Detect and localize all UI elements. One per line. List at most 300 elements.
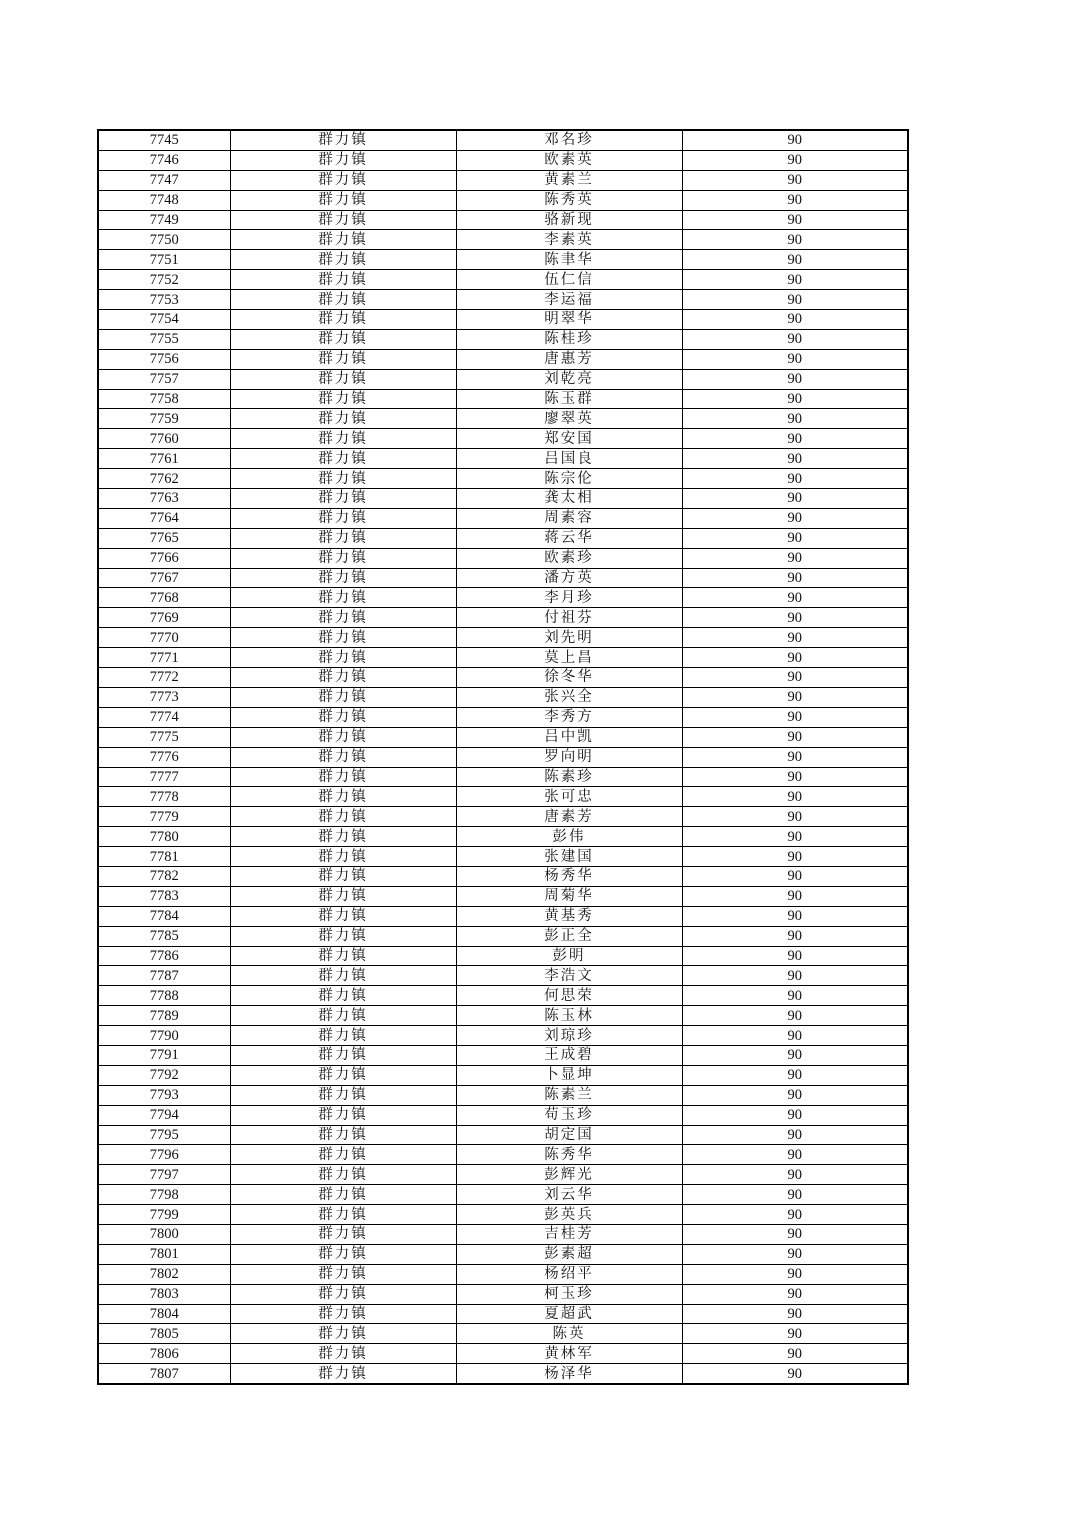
town-cell: 群力镇 <box>230 767 456 787</box>
serial-number-cell: 7748 <box>98 190 230 210</box>
table-row <box>98 1125 908 1145</box>
serial-number-cell: 7787 <box>98 966 230 986</box>
serial-number-cell: 7758 <box>98 389 230 409</box>
serial-number-cell: 7781 <box>98 847 230 867</box>
serial-number-cell: 7754 <box>98 310 230 330</box>
serial-number-cell: 7749 <box>98 210 230 230</box>
person-name-cell: 杨泽华 <box>456 1364 682 1384</box>
score-cell: 90 <box>682 469 908 489</box>
person-name-cell: 陈聿华 <box>456 250 682 270</box>
table-row <box>98 170 908 190</box>
score-cell: 90 <box>682 827 908 847</box>
table-row <box>98 389 908 409</box>
town-cell: 群力镇 <box>230 1045 456 1065</box>
score-cell: 90 <box>682 1304 908 1324</box>
score-cell: 90 <box>682 847 908 867</box>
serial-number-cell: 7799 <box>98 1205 230 1225</box>
score-cell: 90 <box>682 489 908 509</box>
serial-number-cell: 7801 <box>98 1244 230 1264</box>
person-name-cell: 彭辉光 <box>456 1165 682 1185</box>
town-cell: 群力镇 <box>230 548 456 568</box>
score-cell: 90 <box>682 926 908 946</box>
table-row <box>98 310 908 330</box>
serial-number-cell: 7791 <box>98 1045 230 1065</box>
score-cell: 90 <box>682 409 908 429</box>
score-cell: 90 <box>682 449 908 469</box>
table-row <box>98 687 908 707</box>
table-row <box>98 210 908 230</box>
person-name-cell: 杨秀华 <box>456 866 682 886</box>
score-cell: 90 <box>682 1284 908 1304</box>
town-cell: 群力镇 <box>230 588 456 608</box>
score-cell: 90 <box>682 1224 908 1244</box>
score-cell: 90 <box>682 747 908 767</box>
serial-number-cell: 7774 <box>98 707 230 727</box>
score-cell: 90 <box>682 1006 908 1026</box>
serial-number-cell: 7768 <box>98 588 230 608</box>
serial-number-cell: 7756 <box>98 349 230 369</box>
table-row <box>98 1085 908 1105</box>
person-name-cell: 陈秀英 <box>456 190 682 210</box>
table-row <box>98 648 908 668</box>
table-row <box>98 349 908 369</box>
person-name-cell: 王成碧 <box>456 1045 682 1065</box>
table-row <box>98 150 908 170</box>
score-cell: 90 <box>682 1264 908 1284</box>
serial-number-cell: 7788 <box>98 986 230 1006</box>
serial-number-cell: 7802 <box>98 1264 230 1284</box>
person-name-cell: 欧素英 <box>456 150 682 170</box>
serial-number-cell: 7806 <box>98 1344 230 1364</box>
town-cell: 群力镇 <box>230 787 456 807</box>
score-cell: 90 <box>682 270 908 290</box>
serial-number-cell: 7755 <box>98 329 230 349</box>
town-cell: 群力镇 <box>230 1165 456 1185</box>
score-cell: 90 <box>682 568 908 588</box>
table-row <box>98 190 908 210</box>
town-cell: 群力镇 <box>230 210 456 230</box>
town-cell: 群力镇 <box>230 847 456 867</box>
score-cell: 90 <box>682 349 908 369</box>
town-cell: 群力镇 <box>230 1026 456 1046</box>
table-row <box>98 1045 908 1065</box>
town-cell: 群力镇 <box>230 270 456 290</box>
serial-number-cell: 7772 <box>98 668 230 688</box>
person-name-cell: 刘云华 <box>456 1185 682 1205</box>
table-row <box>98 827 908 847</box>
table-row <box>98 548 908 568</box>
serial-number-cell: 7752 <box>98 270 230 290</box>
table-row <box>98 1185 908 1205</box>
town-cell: 群力镇 <box>230 1125 456 1145</box>
town-cell: 群力镇 <box>230 807 456 827</box>
person-name-cell: 张建国 <box>456 847 682 867</box>
serial-number-cell: 7784 <box>98 906 230 926</box>
serial-number-cell: 7789 <box>98 1006 230 1026</box>
table-row <box>98 489 908 509</box>
serial-number-cell: 7769 <box>98 608 230 628</box>
person-name-cell: 付祖芬 <box>456 608 682 628</box>
serial-number-cell: 7804 <box>98 1304 230 1324</box>
score-cell: 90 <box>682 608 908 628</box>
serial-number-cell: 7762 <box>98 469 230 489</box>
town-cell: 群力镇 <box>230 469 456 489</box>
score-cell: 90 <box>682 767 908 787</box>
table-row <box>98 847 908 867</box>
score-cell: 90 <box>682 886 908 906</box>
table-row <box>98 1344 908 1364</box>
person-name-cell: 苟玉珍 <box>456 1105 682 1125</box>
serial-number-cell: 7805 <box>98 1324 230 1344</box>
serial-number-cell: 7775 <box>98 727 230 747</box>
table-row <box>98 1065 908 1085</box>
person-name-cell: 唐素芳 <box>456 807 682 827</box>
town-cell: 群力镇 <box>230 966 456 986</box>
table-row <box>98 926 908 946</box>
score-cell: 90 <box>682 170 908 190</box>
score-cell: 90 <box>682 1324 908 1344</box>
score-cell: 90 <box>682 628 908 648</box>
person-name-cell: 彭明 <box>456 946 682 966</box>
person-name-cell: 陈玉林 <box>456 1006 682 1026</box>
person-name-cell: 刘先明 <box>456 628 682 648</box>
serial-number-cell: 7771 <box>98 648 230 668</box>
score-cell: 90 <box>682 230 908 250</box>
person-name-cell: 吕国良 <box>456 449 682 469</box>
serial-number-cell: 7764 <box>98 508 230 528</box>
table-row <box>98 230 908 250</box>
town-cell: 群力镇 <box>230 329 456 349</box>
town-cell: 群力镇 <box>230 648 456 668</box>
town-cell: 群力镇 <box>230 528 456 548</box>
town-cell: 群力镇 <box>230 130 456 150</box>
town-cell: 群力镇 <box>230 1065 456 1085</box>
table-row <box>98 767 908 787</box>
town-cell: 群力镇 <box>230 986 456 1006</box>
serial-number-cell: 7803 <box>98 1284 230 1304</box>
town-cell: 群力镇 <box>230 250 456 270</box>
town-cell: 群力镇 <box>230 1244 456 1264</box>
serial-number-cell: 7793 <box>98 1085 230 1105</box>
table-row <box>98 508 908 528</box>
town-cell: 群力镇 <box>230 1224 456 1244</box>
serial-number-cell: 7795 <box>98 1125 230 1145</box>
score-cell: 90 <box>682 508 908 528</box>
table-body <box>98 130 908 1384</box>
score-cell: 90 <box>682 310 908 330</box>
town-cell: 群力镇 <box>230 190 456 210</box>
person-name-cell: 胡定国 <box>456 1125 682 1145</box>
serial-number-cell: 7794 <box>98 1105 230 1125</box>
person-name-cell: 李素英 <box>456 230 682 250</box>
serial-number-cell: 7773 <box>98 687 230 707</box>
town-cell: 群力镇 <box>230 449 456 469</box>
person-name-cell: 欧素珍 <box>456 548 682 568</box>
person-name-cell: 柯玉珍 <box>456 1284 682 1304</box>
town-cell: 群力镇 <box>230 886 456 906</box>
town-cell: 群力镇 <box>230 568 456 588</box>
town-cell: 群力镇 <box>230 668 456 688</box>
score-cell: 90 <box>682 130 908 150</box>
person-name-cell: 彭正全 <box>456 926 682 946</box>
town-cell: 群力镇 <box>230 489 456 509</box>
score-cell: 90 <box>682 986 908 1006</box>
serial-number-cell: 7765 <box>98 528 230 548</box>
serial-number-cell: 7747 <box>98 170 230 190</box>
score-cell: 90 <box>682 906 908 926</box>
score-cell: 90 <box>682 389 908 409</box>
person-name-cell: 杨绍平 <box>456 1264 682 1284</box>
town-cell: 群力镇 <box>230 150 456 170</box>
person-name-cell: 陈素兰 <box>456 1085 682 1105</box>
table-row <box>98 1284 908 1304</box>
person-name-cell: 张兴全 <box>456 687 682 707</box>
table-row <box>98 1006 908 1026</box>
serial-number-cell: 7745 <box>98 130 230 150</box>
score-cell: 90 <box>682 1244 908 1264</box>
table-row <box>98 1145 908 1165</box>
town-cell: 群力镇 <box>230 389 456 409</box>
person-name-cell: 莫上昌 <box>456 648 682 668</box>
town-cell: 群力镇 <box>230 1085 456 1105</box>
table-row <box>98 886 908 906</box>
score-cell: 90 <box>682 528 908 548</box>
score-cell: 90 <box>682 1165 908 1185</box>
table-row <box>98 1165 908 1185</box>
serial-number-cell: 7763 <box>98 489 230 509</box>
person-name-cell: 陈秀华 <box>456 1145 682 1165</box>
person-name-cell: 明翠华 <box>456 310 682 330</box>
town-cell: 群力镇 <box>230 1344 456 1364</box>
town-cell: 群力镇 <box>230 429 456 449</box>
person-name-cell: 彭伟 <box>456 827 682 847</box>
score-cell: 90 <box>682 807 908 827</box>
person-name-cell: 周素容 <box>456 508 682 528</box>
person-name-cell: 邓名珍 <box>456 130 682 150</box>
score-cell: 90 <box>682 1085 908 1105</box>
table-row <box>98 1304 908 1324</box>
score-cell: 90 <box>682 1105 908 1125</box>
serial-number-cell: 7790 <box>98 1026 230 1046</box>
score-cell: 90 <box>682 369 908 389</box>
table-row <box>98 747 908 767</box>
town-cell: 群力镇 <box>230 926 456 946</box>
score-cell: 90 <box>682 648 908 668</box>
serial-number-cell: 7796 <box>98 1145 230 1165</box>
score-cell: 90 <box>682 290 908 310</box>
table-row <box>98 787 908 807</box>
person-name-cell: 李浩文 <box>456 966 682 986</box>
table-row <box>98 668 908 688</box>
serial-number-cell: 7759 <box>98 409 230 429</box>
score-cell: 90 <box>682 866 908 886</box>
score-cell: 90 <box>682 329 908 349</box>
person-name-cell: 刘琼珍 <box>456 1026 682 1046</box>
table-row <box>98 528 908 548</box>
table-row <box>98 250 908 270</box>
town-cell: 群力镇 <box>230 687 456 707</box>
person-name-cell: 陈英 <box>456 1324 682 1344</box>
score-cell: 90 <box>682 548 908 568</box>
town-cell: 群力镇 <box>230 628 456 648</box>
score-cell: 90 <box>682 668 908 688</box>
person-name-cell: 李秀方 <box>456 707 682 727</box>
town-cell: 群力镇 <box>230 170 456 190</box>
score-cell: 90 <box>682 1065 908 1085</box>
person-name-cell: 潘方英 <box>456 568 682 588</box>
serial-number-cell: 7798 <box>98 1185 230 1205</box>
table-row <box>98 807 908 827</box>
table-row <box>98 1364 908 1384</box>
town-cell: 群力镇 <box>230 409 456 429</box>
person-name-cell: 卜显坤 <box>456 1065 682 1085</box>
score-cell: 90 <box>682 1344 908 1364</box>
table-row <box>98 568 908 588</box>
person-name-cell: 黄基秀 <box>456 906 682 926</box>
person-name-cell: 彭英兵 <box>456 1205 682 1225</box>
serial-number-cell: 7751 <box>98 250 230 270</box>
person-name-cell: 蒋云华 <box>456 528 682 548</box>
table-row <box>98 429 908 449</box>
score-cell: 90 <box>682 1205 908 1225</box>
serial-number-cell: 7757 <box>98 369 230 389</box>
person-name-cell: 周菊华 <box>456 886 682 906</box>
person-name-cell: 吕中凯 <box>456 727 682 747</box>
table-row <box>98 1324 908 1344</box>
person-name-cell: 张可忠 <box>456 787 682 807</box>
person-name-cell: 伍仁信 <box>456 270 682 290</box>
town-cell: 群力镇 <box>230 508 456 528</box>
serial-number-cell: 7770 <box>98 628 230 648</box>
serial-number-cell: 7792 <box>98 1065 230 1085</box>
serial-number-cell: 7776 <box>98 747 230 767</box>
table-row <box>98 1264 908 1284</box>
person-name-cell: 李运福 <box>456 290 682 310</box>
serial-number-cell: 7766 <box>98 548 230 568</box>
person-name-cell: 黄林军 <box>456 1344 682 1364</box>
town-cell: 群力镇 <box>230 707 456 727</box>
town-cell: 群力镇 <box>230 946 456 966</box>
serial-number-cell: 7786 <box>98 946 230 966</box>
score-cell: 90 <box>682 1185 908 1205</box>
table-row <box>98 588 908 608</box>
person-name-cell: 刘乾亮 <box>456 369 682 389</box>
person-name-cell: 龚太相 <box>456 489 682 509</box>
serial-number-cell: 7785 <box>98 926 230 946</box>
serial-number-cell: 7783 <box>98 886 230 906</box>
person-name-cell: 罗向明 <box>456 747 682 767</box>
town-cell: 群力镇 <box>230 349 456 369</box>
person-name-cell: 彭素超 <box>456 1244 682 1264</box>
table-row <box>98 707 908 727</box>
table-row <box>98 727 908 747</box>
town-cell: 群力镇 <box>230 369 456 389</box>
table-row <box>98 946 908 966</box>
table-row <box>98 906 908 926</box>
town-cell: 群力镇 <box>230 310 456 330</box>
town-cell: 群力镇 <box>230 827 456 847</box>
table-row <box>98 329 908 349</box>
score-cell: 90 <box>682 210 908 230</box>
data-table <box>97 129 909 1385</box>
town-cell: 群力镇 <box>230 1006 456 1026</box>
score-cell: 90 <box>682 966 908 986</box>
score-cell: 90 <box>682 687 908 707</box>
town-cell: 群力镇 <box>230 1364 456 1384</box>
serial-number-cell: 7767 <box>98 568 230 588</box>
person-name-cell: 徐冬华 <box>456 668 682 688</box>
town-cell: 群力镇 <box>230 1324 456 1344</box>
table-row <box>98 130 908 150</box>
town-cell: 群力镇 <box>230 230 456 250</box>
score-cell: 90 <box>682 150 908 170</box>
person-name-cell: 陈玉群 <box>456 389 682 409</box>
table-row <box>98 369 908 389</box>
person-name-cell: 黄素兰 <box>456 170 682 190</box>
person-name-cell: 吉桂芳 <box>456 1224 682 1244</box>
town-cell: 群力镇 <box>230 608 456 628</box>
score-cell: 90 <box>682 1364 908 1384</box>
town-cell: 群力镇 <box>230 906 456 926</box>
serial-number-cell: 7807 <box>98 1364 230 1384</box>
town-cell: 群力镇 <box>230 1185 456 1205</box>
table-row <box>98 270 908 290</box>
table-row <box>98 290 908 310</box>
serial-number-cell: 7782 <box>98 866 230 886</box>
table-row <box>98 469 908 489</box>
table-row <box>98 608 908 628</box>
person-name-cell: 郑安国 <box>456 429 682 449</box>
table-row <box>98 628 908 648</box>
serial-number-cell: 7778 <box>98 787 230 807</box>
town-cell: 群力镇 <box>230 866 456 886</box>
score-cell: 90 <box>682 250 908 270</box>
town-cell: 群力镇 <box>230 727 456 747</box>
person-name-cell: 陈素珍 <box>456 767 682 787</box>
score-cell: 90 <box>682 429 908 449</box>
table-row <box>98 866 908 886</box>
person-name-cell: 唐惠芳 <box>456 349 682 369</box>
score-cell: 90 <box>682 1145 908 1165</box>
serial-number-cell: 7761 <box>98 449 230 469</box>
serial-number-cell: 7746 <box>98 150 230 170</box>
person-name-cell: 李月珍 <box>456 588 682 608</box>
town-cell: 群力镇 <box>230 1304 456 1324</box>
score-cell: 90 <box>682 727 908 747</box>
serial-number-cell: 7780 <box>98 827 230 847</box>
table-row <box>98 1105 908 1125</box>
serial-number-cell: 7779 <box>98 807 230 827</box>
serial-number-cell: 7777 <box>98 767 230 787</box>
table-row <box>98 1205 908 1225</box>
table-row <box>98 1026 908 1046</box>
serial-number-cell: 7753 <box>98 290 230 310</box>
score-cell: 90 <box>682 1026 908 1046</box>
table-row <box>98 409 908 429</box>
score-cell: 90 <box>682 1045 908 1065</box>
town-cell: 群力镇 <box>230 1284 456 1304</box>
score-cell: 90 <box>682 588 908 608</box>
score-cell: 90 <box>682 787 908 807</box>
person-name-cell: 夏超武 <box>456 1304 682 1324</box>
table-row <box>98 1224 908 1244</box>
town-cell: 群力镇 <box>230 290 456 310</box>
serial-number-cell: 7797 <box>98 1165 230 1185</box>
table-row <box>98 986 908 1006</box>
table-row <box>98 449 908 469</box>
town-cell: 群力镇 <box>230 1205 456 1225</box>
person-name-cell: 陈桂珍 <box>456 329 682 349</box>
